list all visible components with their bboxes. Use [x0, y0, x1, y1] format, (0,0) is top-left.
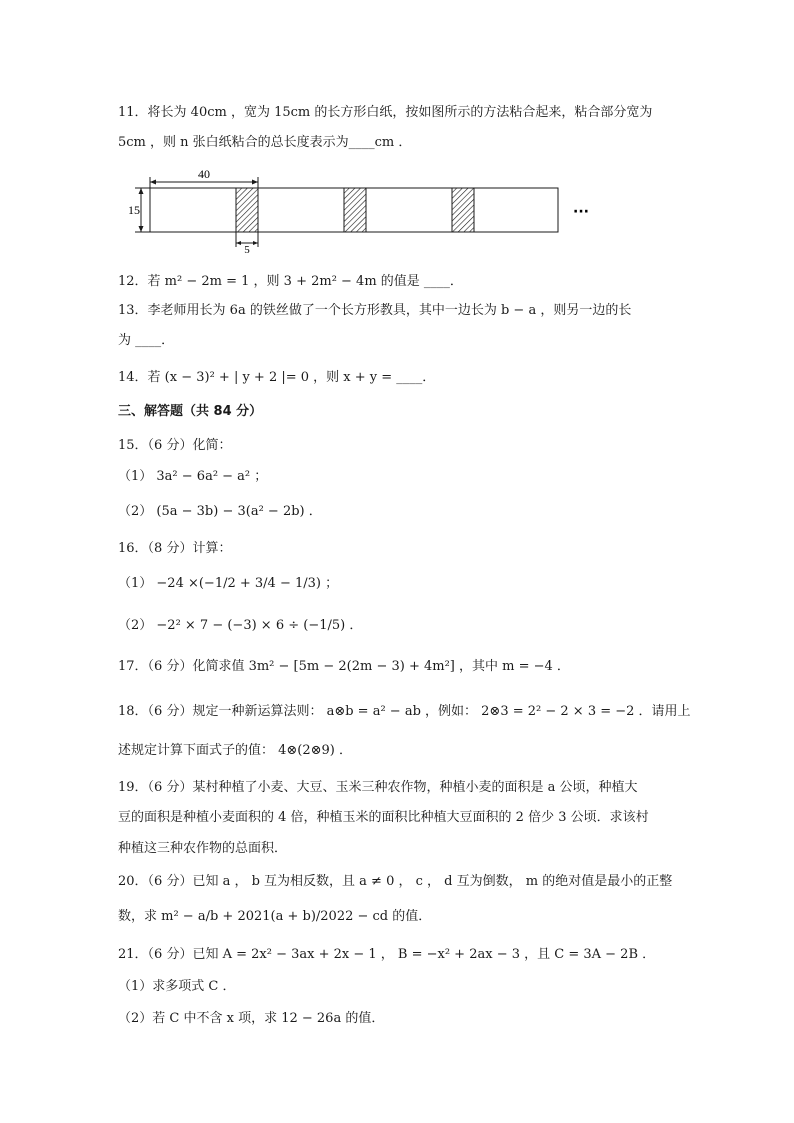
overlap-3	[452, 188, 474, 232]
q18-line2: 述规定计算下面式子的值： 4⊗(2⊗9) ．	[118, 743, 353, 758]
q11-line2: 5cm ，则 n 张白纸粘合的总长度表示为____cm ．	[118, 135, 412, 150]
q19-line3: 种植这三种农作物的总面积．	[118, 841, 288, 856]
q11-line1: 11．将长为 40cm ，宽为 15cm 的长方形白纸，按如图所示的方法粘合起来，粘合部分宽为	[118, 105, 653, 120]
q21-part1: （1）求多项式 C ．	[118, 979, 236, 994]
q12: 12．若 m² − 2m = 1 ，则 3 + 2m² − 4m 的值是 ____．	[118, 274, 463, 289]
overlap-1	[236, 188, 258, 232]
continuation-ellipsis: ···	[573, 204, 589, 220]
q16-head: 16．（8 分）计算：	[118, 541, 232, 556]
q16-part2: （2） −2² × 7 − (−3) × 6 ÷ (−1/5) ．	[118, 618, 363, 633]
q11-paper-figure	[125, 163, 615, 253]
q15-part2: （2） (5a − 3b) − 3(a² − 2b) ．	[118, 504, 322, 519]
section-heading: 三、解答题（共 84 分）	[118, 404, 263, 419]
q20-line1: 20．（6 分）已知 a ， b 互为相反数，且 a ≠ 0 ， c ， d 互为倒数， m 的绝对值是最小的正整	[118, 874, 673, 889]
q16-part1: （1） −24 ×(−1/2 + 3/4 − 1/3) ；	[118, 576, 339, 591]
q15-head: 15．（6 分）化简：	[118, 438, 232, 453]
q19-line2: 豆的面积是种植小麦面积的 4 倍，种植玉米的面积比种植大豆面积的 2 倍少 3 公顷．求该村	[118, 810, 649, 825]
dim-5-label: 5	[244, 244, 250, 253]
q13-line2: 为 ____．	[118, 333, 175, 348]
q21-line1: 21．（6 分）已知 A = 2x² − 3ax + 2x − 1 ， B = −x² + 2ax − 3 ，且 C = 3A − 2B ．	[118, 947, 656, 962]
q14: 14．若 (x − 3)² + | y + 2 |= 0 ，则 x + y = ____．	[118, 370, 436, 385]
q15-part1: （1） 3a² − 6a² − a² ；	[118, 469, 268, 484]
dim-40-label: 40	[198, 167, 210, 181]
dim-15-label: 15	[128, 203, 140, 217]
overlap-2	[344, 188, 366, 232]
q21-part2: （2）若 C 中不含 x 项，求 12 − 26a 的值．	[118, 1011, 385, 1026]
q17: 17．（6 分）化简求值 3m² − [5m − 2(2m − 3) + 4m²] ，其中 m = −4 ．	[118, 659, 570, 674]
q13-line1: 13．李老师用长为 6a 的铁丝做了一个长方形教具，其中一边长为 b − a ，则另一边的长	[118, 303, 632, 318]
q20-line2: 数，求 m² − a/b + 2021(a + b)/2022 − cd 的值．	[118, 909, 432, 924]
q18-line1: 18．（6 分）规定一种新运算法则： a⊗b = a² − ab ，例如： 2⊗3 = 2² − 2 × 3 = −2 ．请用上	[118, 704, 691, 719]
q19-line1: 19．（6 分）某村种植了小麦、大豆、玉米三种农作物，种植小麦的面积是 a 公顷，种植大	[118, 780, 638, 795]
